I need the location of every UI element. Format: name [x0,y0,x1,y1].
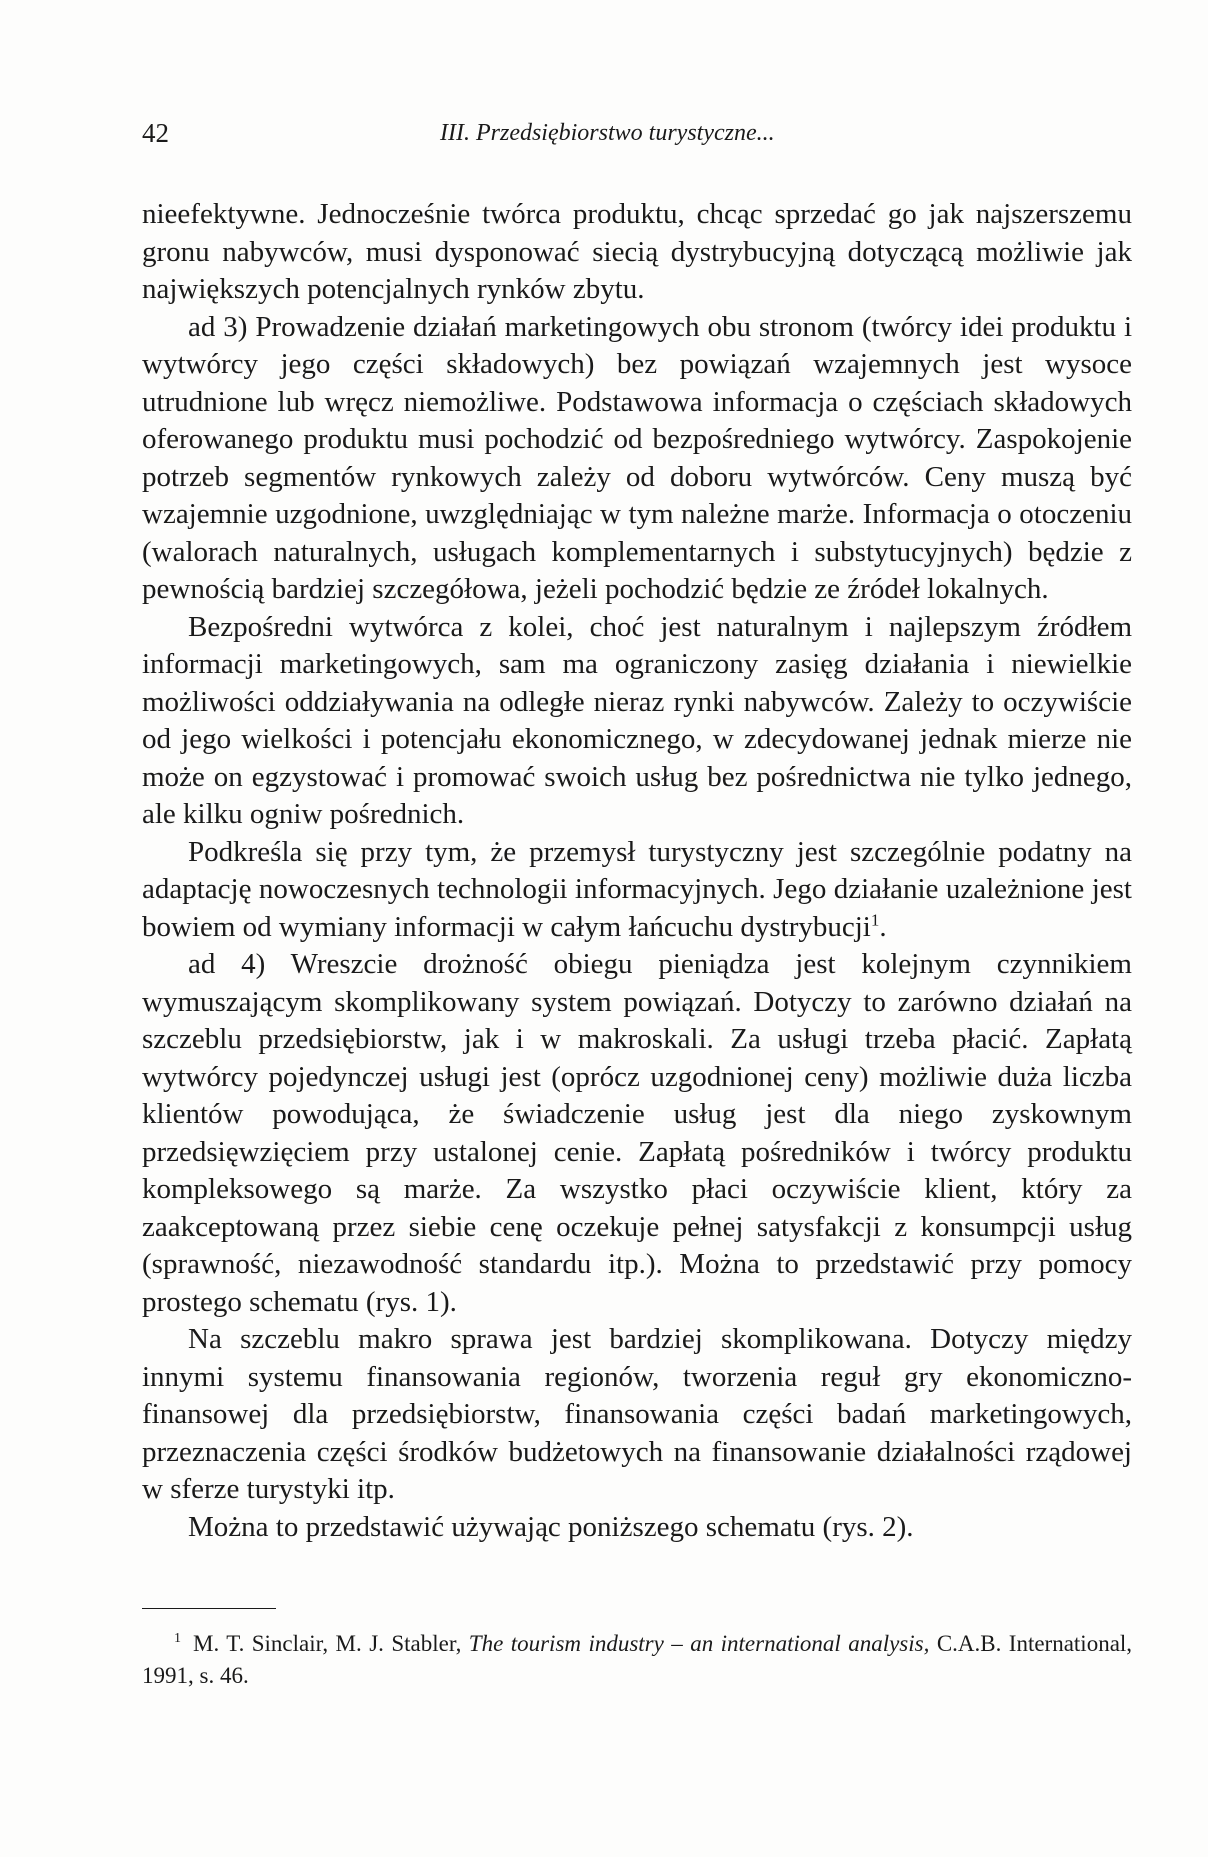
paragraph [142,609,1132,834]
footnote: 1 M. T. Sinclair, M. J. Stabler, The tourism industry – an international analysis, C.A.B. International, 1991, s. 46. [142,1631,1133,1688]
footnote-separator [142,1608,276,1609]
footnote-reference: 1 [870,909,880,929]
footnote-title: The tourism industry – an international analysis, [468,1631,930,1656]
paragraph-text: Można to przedstawić używając poniższego schematu (rys. 2). [188,1510,914,1543]
paragraph [142,1509,1132,1547]
body-text [142,196,1132,1546]
footnote-authors: M. T. Sinclair, M. J. Stabler, [193,1631,462,1656]
paragraph-text: ad 3) Prowadzenie działań marketingowych obu stronom (twórcy idei produktu i wytwórcy jego części składowych) bez powiązań wzajemnych jest wysoce utrudnione lub wręcz niemożliwe. Podstawowa informacja o częściach składowych oferowanego produktu musi pochodzić od bezpośredniego wytwórcy. Zaspokojenie potrzeb segmentów rynkowych zależy od doboru wytwórców. Ceny muszą być wzajemnie uzgodnione, uwzględniając w tym należne marże. Informacja o otoczeniu (walorach naturalnych, usługach komplementarnych i substytucyjnych) będzie z pewnością bardziej szczegółowa, jeżeli pochodzić będzie ze źródeł lokalnych. [142,310,1132,605]
paragraph [142,946,1132,1321]
paragraph-text: nieefektywne. Jednocześnie twórca produktu, chcąc sprzedać go jak najszerszemu gronu nabywców, musi dysponować siecią dystrybucyjną dotyczącą możliwie jak największych potencjalnych rynków zbytu. [142,198,1132,305]
paragraph-text: Bezpośredni wytwórca z kolei, choć jest naturalnym i najlepszym źródłem informacji marketingowych, sam ma ograniczony zasięg działania i niewielkie możliwości oddziaływania na odległe nieraz rynki nabywców. Zależy to oczywiście od jego wielkości i potencjału ekonomicznego, w zdecydowanej jednak mierze nie może on egzystować i promować swoich usług bez pośrednictwa nie tylko jednego, ale kilku ogniw pośrednich. [142,610,1132,830]
page-header [142,118,1132,158]
paragraph [142,1321,1132,1509]
paragraph [142,309,1132,609]
paragraph-text: Podkreśla się przy tym, że przemysł turystyczny jest szczególnie podatny na adaptację nowoczesnych technologii informacyjnych. Jego działanie uzależnione jest bowiem od wymiany informacji w całym łańcuchu dystrybucji [142,835,1132,943]
paragraph-text-end: . [879,910,887,943]
paragraph [142,196,1132,309]
paragraph-text: ad 4) Wreszcie drożność obiegu pieniądza jest kolejnym czynnikiem wymuszającym skomplikowany system powiązań. Dotyczy to zarówno działań na szczeblu przedsiębiorstw, jak i w makroskali. Za usługi trzeba płacić. Zapłatą wytwórcy pojedynczej usługi jest (oprócz uzgodnionej ceny) możliwie duża liczba klientów powodująca, że świadczenie usług jest dla niego zyskownym przedsięwzięciem przy ustalonej cenie. Zapłatą pośredników i twórcy produktu kompleksowego są marże. Za wszystko płaci oczywiście klient, który za zaakceptowaną przez siebie cenę oczekuje pełnej satysfakcji z konsumpcji usług (sprawność, niezawodność standardu itp.). Można to przedstawić przy pomocy prostego schematu (rys. 1). [142,948,1132,1318]
page-number: 42 [142,118,169,148]
paragraph-text: Na szczeblu makro sprawa jest bardziej skomplikowana. Dotyczy między innymi systemu finansowania regionów, tworzenia reguł gry ekonomiczno-finansowej dla przedsiębiorstw, finansowania części badań marketingowych, przeznaczenia części środków budżetowych na finansowanie działalności rządowej w sferze turystyki itp. [142,1323,1132,1505]
running-title: III. Przedsiębiorstwo turystyczne... [440,120,775,146]
footnote-publisher: C.A.B. International, 1991, s. 46. [142,1631,1133,1688]
paragraph [142,834,1132,947]
